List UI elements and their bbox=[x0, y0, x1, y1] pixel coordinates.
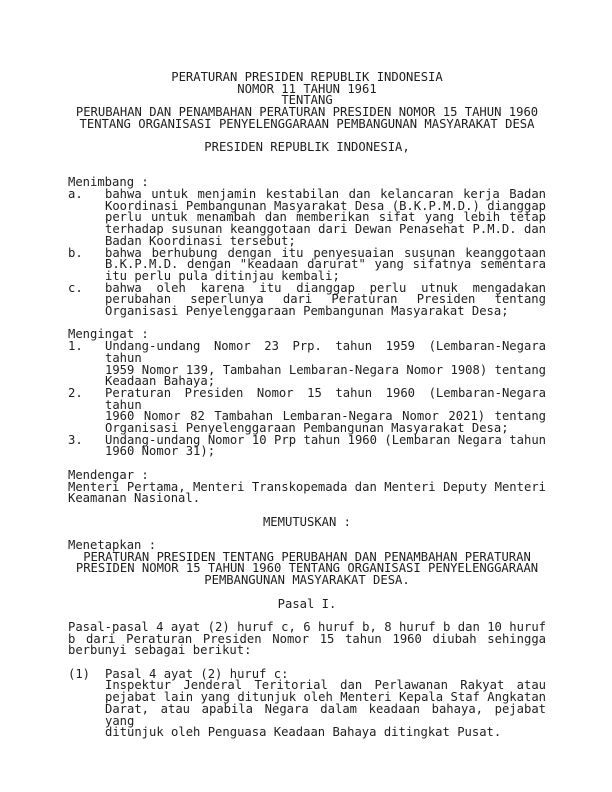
title-line-5: TENTANG ORGANISASI PENYELENGGARAAN PEMBANGUNAN MASYARAKAT DESA bbox=[79, 116, 535, 131]
line-text: Undang-undang Nomor 23 Prp. tahun 1959 (Lembaran-Negara tahun bbox=[105, 339, 546, 365]
line-text: Pasal 4 ayat (2) huruf c: bbox=[105, 666, 289, 681]
title-line-3: TENTANG bbox=[281, 93, 333, 108]
mengingat-item-2: Organisasi Penyelenggaraan Pembangunan Masyarakat Desa; bbox=[105, 421, 509, 436]
menimbang-item-c: Organisasi Penyelenggaraan Pembangunan Masyarakat Desa; bbox=[105, 304, 509, 319]
section-label-menimbang: Menimbang : bbox=[68, 175, 149, 190]
line-text: bahwa oleh karena itu dianggap perlu utnuk mengadakan bbox=[105, 280, 546, 295]
pasal-item-1: pejabat lain yang ditunjuk oleh Menteri Kepala Staf Angkatan bbox=[105, 690, 546, 705]
menimbang-item-b: B.K.P.M.D. dengan "keadaan darurat" yang sifatnya sementara bbox=[105, 257, 546, 272]
mendengar-body: Keamanan Nasional. bbox=[68, 491, 201, 506]
pasal-heading: Pasal I. bbox=[277, 596, 337, 611]
section-label-mengingat: Mengingat : bbox=[68, 327, 149, 342]
memutuskan-heading: MEMUTUSKAN : bbox=[262, 514, 352, 529]
title-line-2: NOMOR 11 TAHUN 1961 bbox=[237, 81, 377, 96]
menimbang-item-a: Koordinasi Pembangunan Masyarakat Desa (B.K.P.M.D.) dianggap bbox=[105, 198, 546, 213]
pasal-item-1: ditunjuk oleh Penguasa Keadaan Bahaya ditingkat Pusat. bbox=[105, 725, 502, 740]
line-text: Peraturan Presiden Nomor 15 tahun 1960 (Lembaran-Negara tahun bbox=[105, 385, 546, 412]
mendengar-body: Menteri Pertama, Menteri Transkopemada dan Menteri Deputy Menteri bbox=[68, 479, 546, 494]
mengingat-item-2: 1960 Nomor 82 Tambahan Lembaran-Negara Nomor 2021) tentang bbox=[105, 409, 546, 424]
section-label-menetapkan: Menetapkan : bbox=[68, 538, 157, 553]
list-marker: a. bbox=[68, 186, 83, 201]
menetapkan-body: PERATURAN PRESIDEN TENTANG PERUBAHAN DAN PENAMBAHAN PERATURAN bbox=[83, 549, 531, 564]
line-text: Undang-undang Nomor 10 Prp tahun 1960 (Lembaran Negara tahun bbox=[105, 432, 546, 447]
mengingat-item-1: Keadaan Bahaya; bbox=[105, 374, 216, 389]
line-text: bahwa untuk menjamin kestabilan dan kelancaran kerja Badan bbox=[105, 186, 546, 201]
list-marker: b. bbox=[68, 245, 83, 260]
line-text: bahwa berhubung dengan itu penyesuaian susunan keanggotaan bbox=[105, 245, 546, 260]
list-marker: c. bbox=[68, 280, 83, 295]
mengingat-item-2 bbox=[68, 385, 546, 412]
section-label-mendengar: Mendengar : bbox=[68, 467, 149, 482]
title-line-4: PERUBAHAN DAN PENAMBAHAN PERATURAN PRESIDEN NOMOR 15 TAHUN 1960 bbox=[75, 105, 539, 120]
pasal-intro: berbunyi sebagai berikut: bbox=[68, 643, 252, 658]
pasal-item-1: Darat, atau apabila Negara dalam keadaan bahaya, pejabat yang bbox=[105, 701, 546, 728]
menetapkan-body: PRESIDEN NOMOR 15 TAHUN 1960 TENTANG ORGANISASI PENYELENGGARAAN bbox=[75, 561, 539, 576]
menimbang-item-a: Badan Koordinasi tersebut; bbox=[105, 233, 296, 248]
menimbang-item-c: perubahan seperlunya dari Peraturan Presiden tentang bbox=[105, 292, 546, 307]
list-marker: 2. bbox=[68, 385, 83, 400]
mengingat-item-1 bbox=[68, 341, 546, 364]
pasal-intro: Pasal-pasal 4 ayat (2) huruf c, 6 huruf b, 8 huruf b dan 10 huruf bbox=[68, 619, 546, 634]
list-marker: 1. bbox=[68, 339, 83, 354]
document-body bbox=[68, 72, 546, 739]
list-marker: (1) bbox=[68, 666, 91, 681]
menimbang-item-b: itu perlu pula ditinjau kembali; bbox=[105, 268, 340, 283]
pasal-intro: b dari Peraturan Presiden Nomor 15 tahun 1960 diubah sehingga bbox=[68, 631, 546, 646]
mengingat-item-1: 1959 Nomor 139, Tambahan Lembaran-Negara Nomor 1908) tentang bbox=[105, 362, 546, 377]
menimbang-item-a: terhadap susunan keanggotaan dari Dewan Penasehat P.M.D. dan bbox=[105, 222, 546, 237]
issuer-line: PRESIDEN REPUBLIK INDONESIA, bbox=[204, 140, 410, 155]
list-marker: 3. bbox=[68, 432, 83, 447]
menimbang-item-a: perlu untuk menambah dan memberikan sifat yang lebih tetap bbox=[105, 210, 546, 225]
mengingat-item-3: 1960 Nomor 31); bbox=[105, 444, 216, 459]
title-line-1: PERATURAN PRESIDEN REPUBLIK INDONESIA bbox=[171, 70, 443, 84]
blank-line bbox=[68, 154, 546, 166]
menetapkan-body: PEMBANGUNAN MASYARAKAT DESA. bbox=[204, 573, 410, 588]
pasal-item-1: Inspektur Jenderal Teritorial dan Perlawanan Rakyat atau bbox=[105, 678, 546, 693]
